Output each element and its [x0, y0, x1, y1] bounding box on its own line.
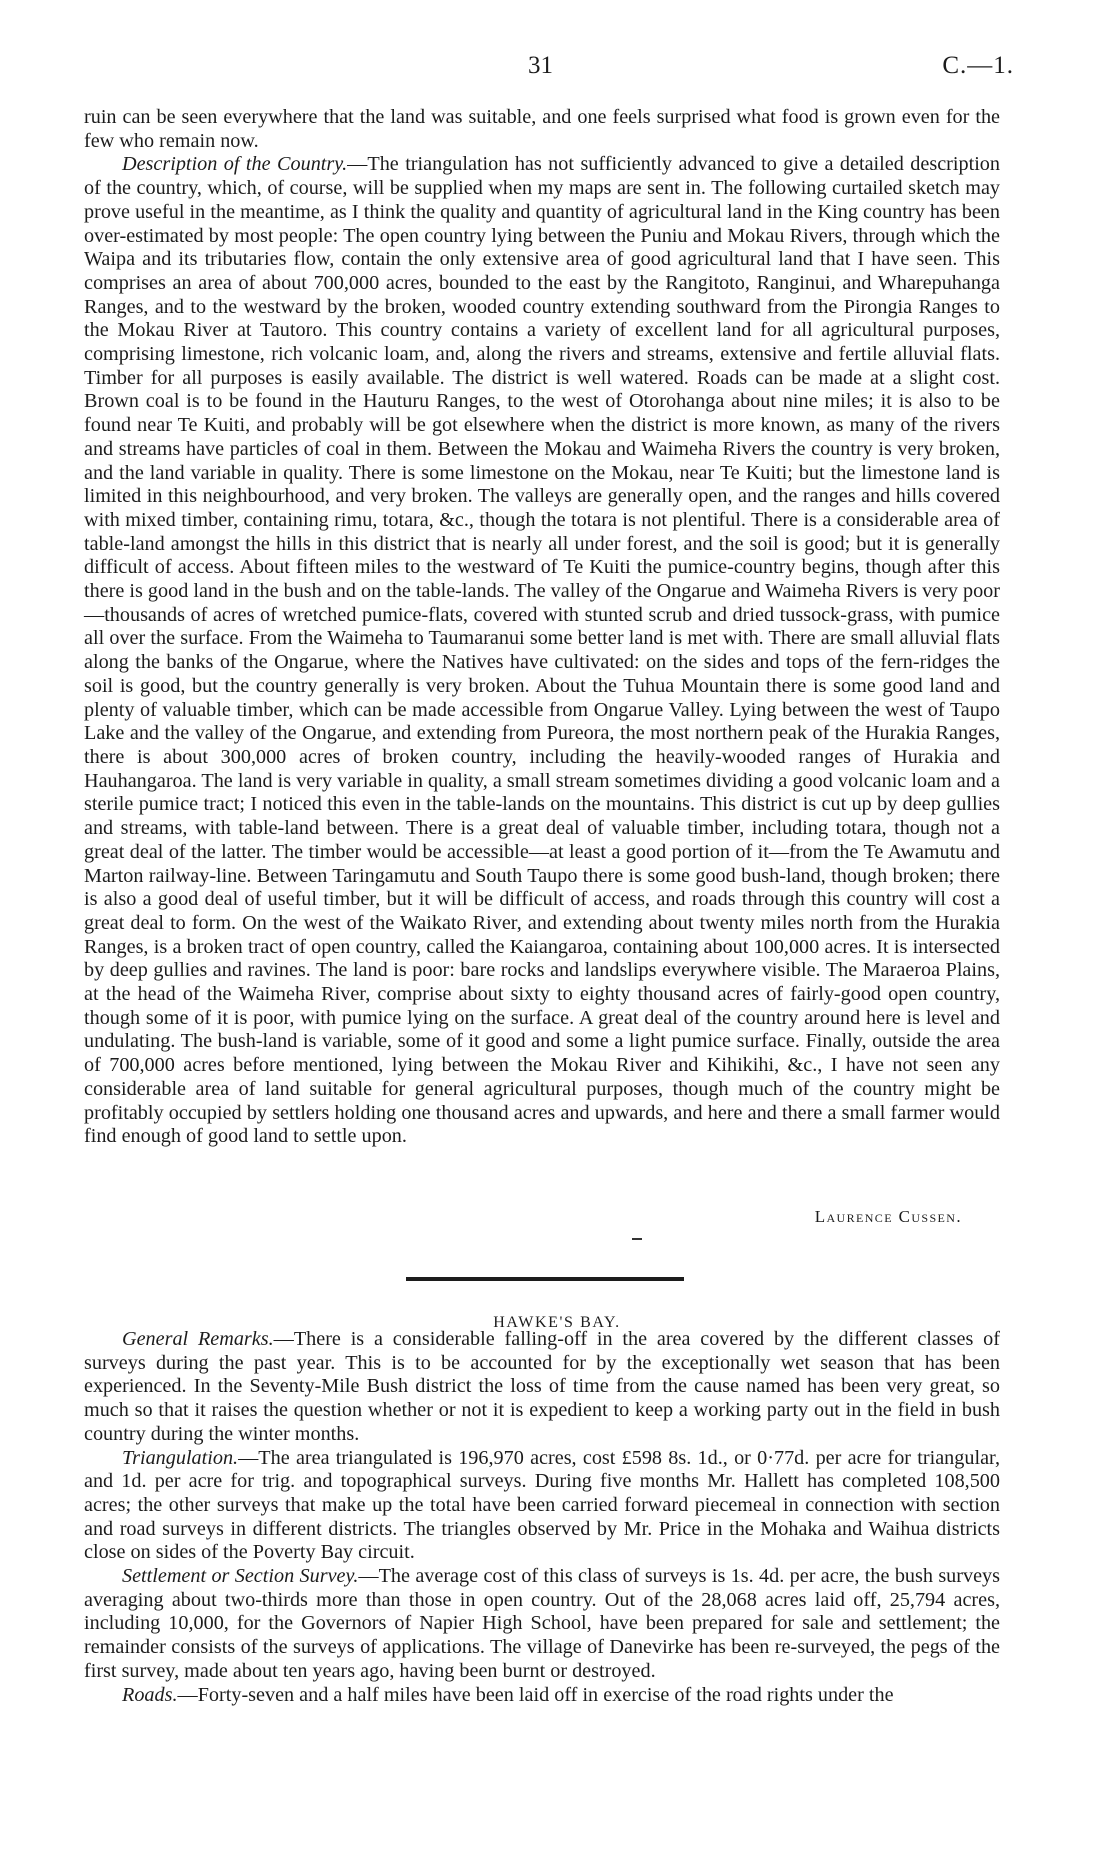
triangulation-paragraph [84, 1447, 1000, 1566]
small-mark [632, 1238, 642, 1240]
paragraph-text: —There is a considerable falling-off in the area covered by the different classes of surveys during the past year. This is to be accounted for by the exceptionally wet season that has been experienced. In the Seventy-Mile Bush district the loss of time from the cause named has been very great, so much so that it raises the question whether or not it is expedient to keep a working party out in the field in bush country during the winter months. [84, 1328, 1000, 1445]
description-heading: Description of the Country. [122, 153, 348, 176]
paragraph-text: —The average cost of this class of surveys is 1s. 4d. per acre, the bush surveys averaging about two-thirds more than those in open country. Out of the 28,068 acres laid off, 25,794 acres, including 10,000, for the Governors of Napier High School, have been prepared for sale and settlement; the remainder consists of the surveys of applications. The village of Danevirke has been re-surveyed, the pegs of the first survey, made about ten years ago, having been burnt or destroyed. [84, 1565, 1000, 1682]
continuation-paragraph: ruin can be seen everywhere that the land was suitable, and one feels surprised what food is grown even for the few who remain now. [84, 106, 1000, 152]
page-header [0, 52, 1114, 92]
paragraph-heading: Triangulation. [122, 1446, 239, 1469]
paragraph-heading: Roads. [122, 1683, 178, 1706]
paragraph-text: —Forty-seven and a half miles have been laid off in exercise of the road rights under the [177, 1683, 894, 1706]
paragraph-text: —The area triangulated is 196,970 acres, cost £598 8s. 1d., or 0·77d. per acre for triangular, and 1d. per acre for trig. and topographical surveys. During five months Mr. Hallett has completed 108,500 acres; the other surveys that make up the total have been carried forward piecemeal in connection with section and road surveys in different districts. The triangles observed by Mr. Price in the Mohaka and Waihua districts close on sides of the Poverty Bay circuit. [84, 1446, 1000, 1564]
description-paragraph [84, 153, 1000, 1149]
signature: Laurence Cussen. [814, 1207, 962, 1226]
hawkes-bay-section [84, 1328, 1000, 1707]
description-text: —The triangulation has not sufficiently advanced to give a detailed description of the country, which, of course, will be supplied when my maps are sent in. The following curtailed sketch may prove useful in the meantime, as I think the quality and quantity of agricultural land in the King country has been over-estimated by most people: The open country lying between the Puniu and Mokau Rivers, through which the Waipa and its tributaries flow, contain the only extensive area of good agricultural land that I have seen. This comprises an area of about 700,000 acres, bounded to the east by the Rangitoto, Ranginui, and Wharepuhanga Ranges, and to the westward by the broken, wooded country extending southward from the Pirongia Ranges to the Mokau River at Tautoro. This country contains a variety of excellent land for all agricultural purposes, comprising limestone, rich volcanic loam, and, along the rivers and streams, extensive and fertile alluvial flats. Timber for all purposes is easily available. The district is well watered. Roads can be made at a slight cost. Brown coal is to be found in the Hauturu Ranges, to the west of Otorohanga about nine miles; it is also to be found near Te Kuiti, and probably will be got elsewhere when the district is more known, as many of the rivers and streams have particles of coal in them. Between the Mokau and Waimeha Rivers the country is very broken, and the land variable in quality. There is some limestone on the Mokau, near Te Kuiti; but the limestone land is limited in this neighbourhood, and very broken. The valleys are generally open, and the ranges and hills covered with mixed timber, containing rimu, totara, &c., though the totara is not plentiful. There is a considerable area of table-land amongst the hills in this district that is nearly all under forest, and the soil is good; but it is generally difficult of access. About fifteen miles to the westward of Te Kuiti the pumice-country begins, though after this there is good land in the bush and on the table-lands. The valley of the Ongarue and Waimeha Rivers is very poor—thousands of acres of wretched pumice-flats, covered with stunted scrub and dried tussock-grass, with pumice all over the surface. From the Waimeha to Taumaranui some better land is met with. There are small alluvial flats along the banks of the Ongarue, where the Natives have cultivated: on the sides and tops of the fern-ridges the soil is good, but the country generally is very broken. About the Tuhua Mountain there is some good land and plenty of valuable timber, which can be made accessible from Ongarue Valley. Lying between the west of Taupo Lake and the valley of the Ongarue, and extending from Pureora, the most northern peak of the Hurakia Ranges, there is about 300,000 acres of broken country, including the heavily-wooded ranges of Hurakia and Hauhangaroa. The land is very variable in quality, a small stream sometimes dividing a good volcanic loam and a sterile pumice tract; I noticed this even in the table-lands on the mountains. This district is cut up by deep gullies and streams, with table-land between. There is a great deal of valuable timber, including totara, though not a great deal of the latter. The timber would be accessible—at least a good portion of it—from the Te Awamutu and Marton railway-line. Between Taringamutu and South Taupo there is some good bush-land, though broken; there is also a good deal of useful timber, but it will be difficult of access, and roads through this country will cost a great deal to form. On the west of the Waikato River, and extending about twenty miles north from the Hurakia Ranges, is a broken tract of open country, called the Kaiangaroa, containing about 100,000 acres. It is intersected by deep gullies and ravines. The land is poor: bare rocks and landslips everywhere visible. The Maraeroa Plains, at the head of the Waimeha River, comprise about sixty to eighty thousand acres of fairly-good open country, though some of it is poor, with pumice lying on the surface. A great deal of the country around here is level and undulating. The bush-land is variable, some of it good and some a light pumice surface. Finally, outside the area of 700,000 acres before mentioned, lying between the Mokau River and Kihikihi, &c., I have not seen any considerable area of land suitable for general agricultural purposes, though much of the country might be profitably occupied by settlers holding one thousand acres and upwards, and here and there a small farmer would find enough of good land to settle upon. [84, 153, 1000, 1148]
section-divider [406, 1277, 684, 1281]
general-remarks-paragraph [84, 1328, 1000, 1447]
king-country-section [84, 106, 1000, 1149]
section-title: HAWKE'S BAY. [493, 1314, 621, 1331]
paragraph-heading: General Remarks. [122, 1328, 274, 1350]
settlement-paragraph [84, 1565, 1000, 1684]
page-number: 31 [528, 52, 553, 79]
document-code: C.—1. [942, 52, 1014, 79]
paragraph-heading: Settlement or Section Survey. [122, 1565, 359, 1588]
roads-paragraph [84, 1684, 1000, 1708]
